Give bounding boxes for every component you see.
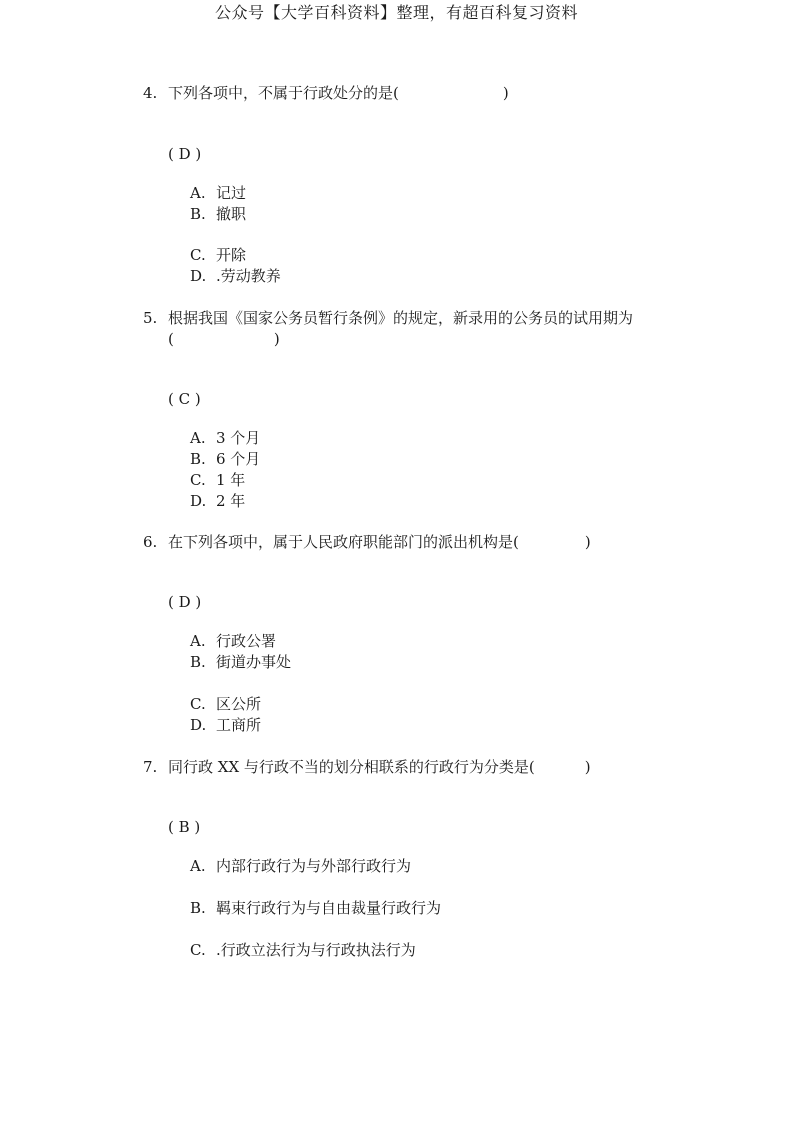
option-text: 6 个月 (216, 450, 261, 468)
option-text: 撤职 (216, 205, 247, 223)
question-7 (143, 757, 683, 778)
option-d (190, 491, 245, 512)
question-5 (143, 308, 683, 350)
answer-key: ( C ) (168, 390, 201, 408)
option-c (190, 470, 245, 491)
question-number: 6. (143, 533, 158, 551)
question-close-paren: ) (584, 758, 591, 776)
option-c (190, 940, 416, 961)
option-letter: D. (190, 492, 207, 510)
option-letter: B. (190, 450, 206, 468)
option-c (190, 694, 261, 715)
question-close-paren: ) (273, 330, 280, 348)
question-text-continued (143, 329, 683, 350)
option-d (190, 715, 261, 736)
option-text: 区公所 (216, 695, 262, 713)
answer-key: ( D ) (168, 593, 202, 611)
answer-key: ( D ) (168, 145, 202, 163)
page-header: 公众号【大学百科资料】整理，有超百科复习资料 (214, 3, 578, 22)
option-letter: D. (190, 267, 207, 285)
option-text: 内部行政行为与外部行政行为 (216, 857, 412, 875)
option-b (190, 898, 441, 919)
option-letter: B. (190, 899, 206, 917)
option-letter: C. (190, 695, 206, 713)
question-number: 7. (143, 758, 158, 776)
option-text: 3 个月 (216, 429, 261, 447)
question-close-paren: ) (502, 84, 509, 102)
option-text: 行政公署 (216, 632, 277, 650)
question-text: 同行政 XX 与行政不当的划分相联系的行政行为分类是( (168, 758, 535, 776)
option-text: .劳动教养 (216, 267, 281, 285)
answer-key: ( B ) (168, 818, 201, 836)
option-letter: A. (190, 632, 206, 650)
option-letter: B. (190, 653, 206, 671)
question-close-paren: ) (584, 533, 591, 551)
option-letter: A. (190, 857, 206, 875)
option-text: 羁束行政行为与自由裁量行政行为 (216, 899, 442, 917)
option-text: .行政立法行为与行政执法行为 (216, 941, 416, 959)
option-b (190, 652, 291, 673)
option-a (190, 428, 260, 449)
option-letter: D. (190, 716, 207, 734)
option-c (190, 245, 246, 266)
option-letter: C. (190, 941, 206, 959)
option-text: 街道办事处 (216, 653, 292, 671)
option-a (190, 856, 411, 877)
option-text: 工商所 (216, 716, 262, 734)
option-text: 2 年 (216, 492, 246, 510)
question-6 (143, 532, 683, 553)
option-text: 开除 (216, 246, 247, 264)
option-a (190, 631, 276, 652)
option-letter: A. (190, 184, 206, 202)
option-letter: C. (190, 471, 206, 489)
question-number: 4. (143, 84, 158, 102)
question-4 (143, 83, 683, 104)
question-text: 在下列各项中，属于人民政府职能部门的派出机构是( (168, 533, 519, 551)
option-letter: B. (190, 205, 206, 223)
option-text: 记过 (216, 184, 247, 202)
question-text: 下列各项中，不属于行政处分的是( (168, 84, 399, 102)
option-b (190, 204, 246, 225)
question-number: 5. (143, 309, 158, 327)
question-text: 根据我国《国家公务员暂行条例》的规定，新录用的公务员的试用期为 (168, 309, 634, 327)
question-open-paren: ( (168, 330, 174, 348)
option-letter: C. (190, 246, 206, 264)
option-d (190, 266, 281, 287)
option-a (190, 183, 246, 204)
option-text: 1 年 (216, 471, 246, 489)
option-b (190, 449, 260, 470)
option-letter: A. (190, 429, 206, 447)
